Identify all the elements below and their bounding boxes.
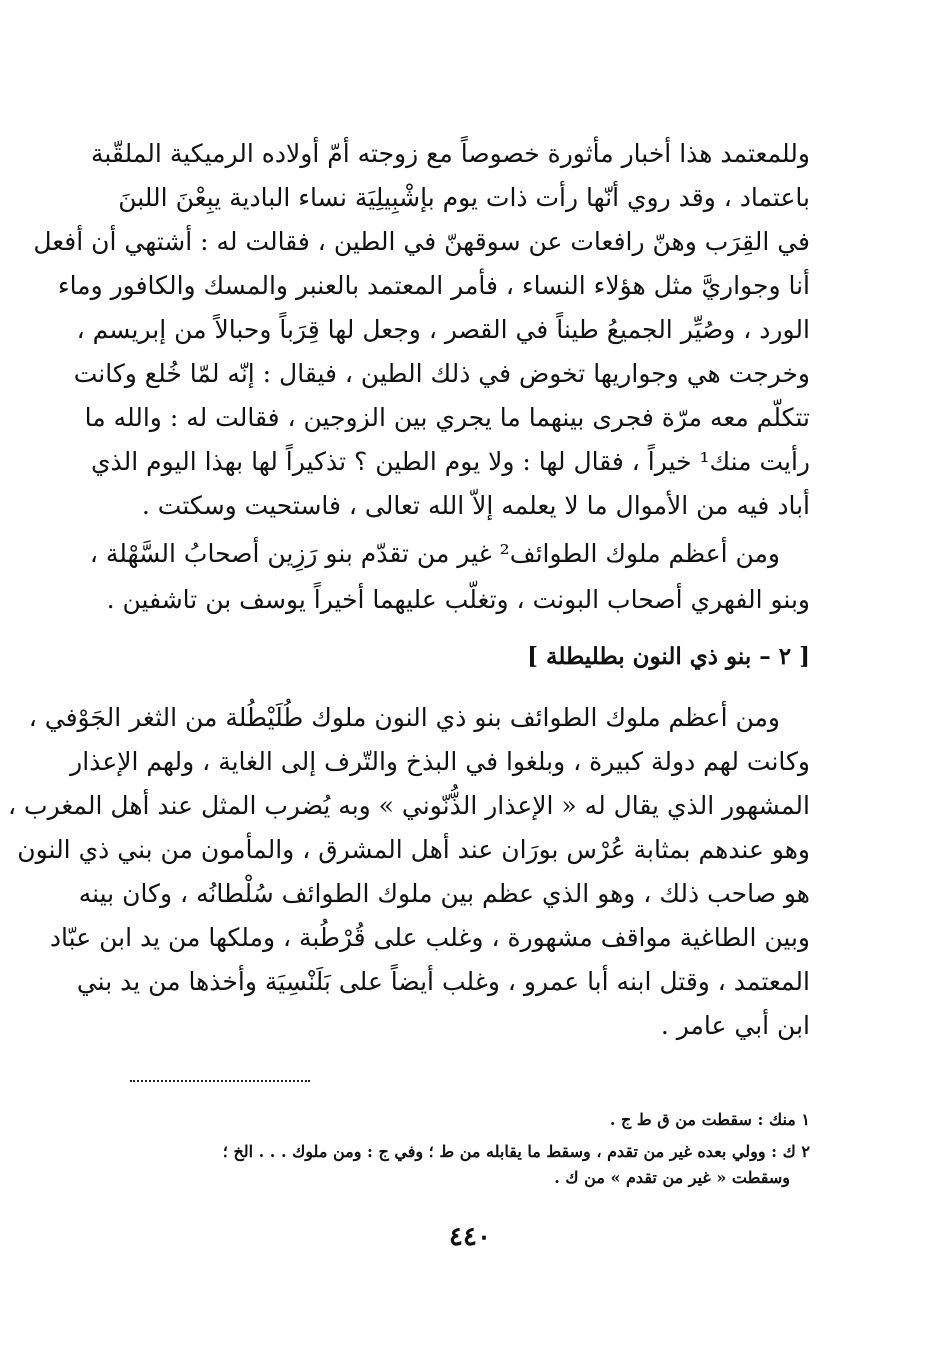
paragraph3-line: ومن أعظم ملوك الطوائف بنو ذي النون ملوك طُلَيْطُلة من الثغر الجَوْفي ، — [28, 703, 780, 732]
paragraph1-line: في القِرَب وهنّ رافعات عن سوقهنّ في الطين ، فقالت له : أشتهي أن أفعل — [33, 227, 810, 256]
paragraph1-line: الورد ، وصُيِّر الجميعُ طيناً في القصر ، وجعل لها قِرَباً وحبالاً من إبريسم ، — [76, 315, 810, 344]
paragraph2-line: ومن أعظم ملوك الطوائف² غير من تقدّم بنو رَزِين أصحابُ السَّهْلة ، — [89, 539, 780, 568]
paragraph3-line: هو صاحب ذلك ، وهو الذي عظم بين ملوك الطوائف سُلْطانُه ، وكان بينه — [78, 879, 810, 908]
section-heading: [ ٢ – بنو ذي النون بطليطلة ] — [527, 643, 810, 670]
paragraph1-line: رأيت منك¹ خيراً ، فقال لها : ولا يوم الطين ؟ تذكيراً لها بهذا اليوم الذي — [90, 447, 810, 476]
paragraph1-line: أنا وجواريَّ مثل هؤلاء النساء ، فأمر المعتمد بالعنبر والمسك والكافور وماء — [57, 271, 810, 300]
paragraph3-line: المعتمد ، وقتل ابنه أبا عمرو ، وغلب أيضاً على بَلَنْسِيَة وأخذها من يد بني — [76, 967, 810, 996]
footnote-1: ١ منك : سقطت من ق ط ج . — [609, 1110, 810, 1129]
paragraph1-line: باعتماد ، وقد روي أنّها رأت ذات يوم بإشْبِيلِيَة نساء البادية يبِعْنَ اللبنَ — [118, 183, 810, 212]
paragraph1-line: وللمعتمد هذا أخبار مأثورة خصوصاً مع زوجته أمّ أولاده الرميكية الملقّبة — [90, 139, 810, 168]
paragraph1-line: وخرجت هي وجواريها تخوض في ذلك الطين ، فيقال : إنّه لمّا خُلع وكانت — [73, 359, 810, 388]
paragraph3-line: ابن أبي عامر . — [660, 1011, 810, 1040]
paragraph1-line: تتكلّم معه مرّة فجرى بينهما ما يجري بين الزوجين ، فقالت له : والله ما — [84, 403, 810, 432]
footnote-2-continued: وسقطت « غير من تقدم » من ك . — [554, 1168, 790, 1187]
paragraph3-line: وبين الطاغية مواقف مشهورة ، وغلب على قُرْطُبة ، وملكها من يد ابن عبّاد — [49, 923, 810, 952]
paragraph3-line: وكانت لهم دولة كبيرة ، وبلغوا في البذخ والتّرف إلى الغاية ، ولهم الإعذار — [70, 747, 810, 776]
footnote-separator — [130, 1080, 310, 1082]
paragraph2-line: وبنو الفهري أصحاب البونت ، وتغلّب عليهما أخيراً يوسف بن تاشفين . — [106, 585, 810, 614]
paragraph3-line: وهو عندهم بمثابة عُرْس بورَان عند أهل المشرق ، والمأمون من بني ذي النون — [17, 835, 810, 864]
page-number: ٤٤٠ — [449, 1222, 491, 1252]
paragraph1-line: أباد فيه من الأموال ما لا يعلمه إلاّ الله تعالى ، فاستحيت وسكتت . — [141, 491, 810, 520]
paragraph3-line: المشهور الذي يقال له « الإعذار الذُّنّوني » وبه يُضرب المثل عند أهل المغرب ، — [8, 791, 810, 820]
footnote-2: ٢ ك : وولي بعده غير من تقدم ، وسقط ما يقابله من ط ؛ وفي ج : ومن ملوك . . . الخ ؛ — [222, 1142, 810, 1161]
